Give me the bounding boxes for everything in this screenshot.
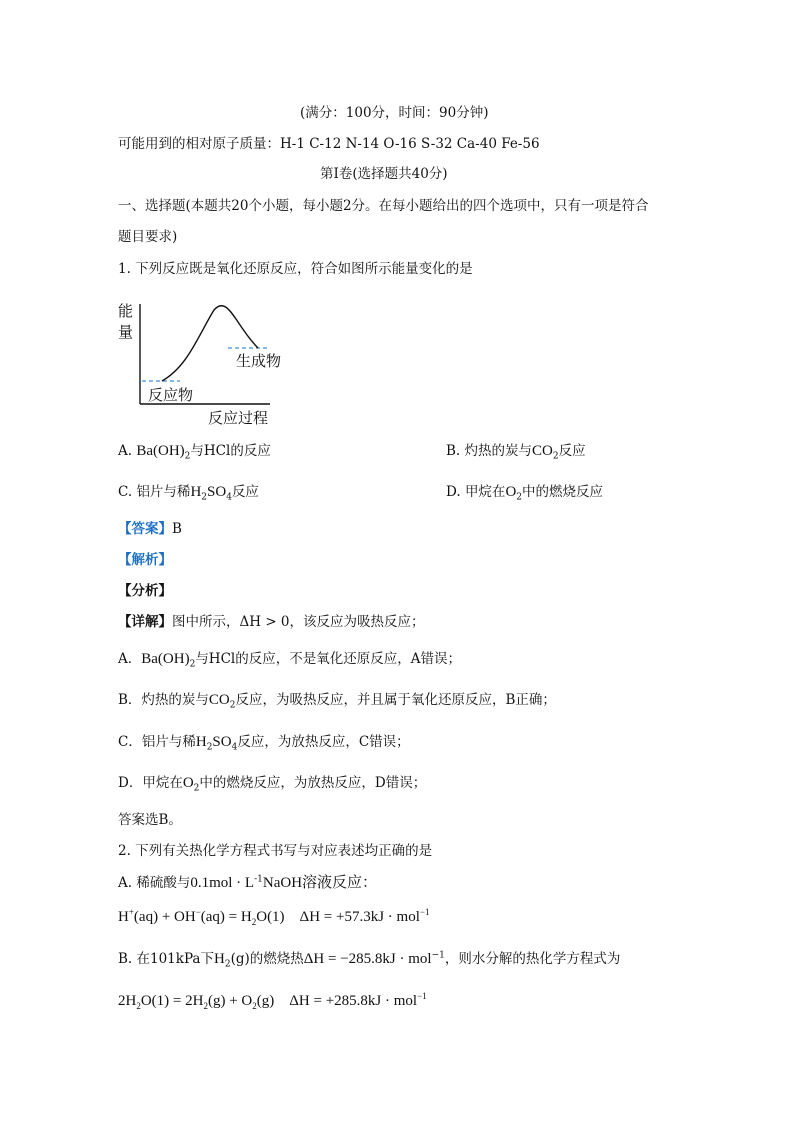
option-b-sub: 2 xyxy=(552,451,559,462)
option-d-pre: 甲烷在 xyxy=(464,484,506,500)
q1-option-a xyxy=(118,442,271,460)
option-d-sub: 2 xyxy=(516,492,523,503)
q1-stem: 1. 下列反应既是氧化还原反应，符合如图所示能量变化的是 xyxy=(118,261,473,277)
option-c-sub-1: 2 xyxy=(201,492,208,503)
explain-c-chem-h: H xyxy=(195,734,207,750)
explain-b-prefix: B．灼热的炭与 xyxy=(118,692,209,708)
answer-label: 【答案】 xyxy=(118,521,172,537)
q1-option-b xyxy=(446,442,586,460)
explain-a-prefix: A． xyxy=(118,651,142,667)
eq-b-part-4: (g) ΔH = +285.8kJ · mol xyxy=(256,993,418,1009)
q1-explain-c xyxy=(118,733,410,751)
y-label-top: 能 xyxy=(118,302,134,320)
option-c-chem-h: H xyxy=(190,484,202,500)
q2-option-b-chem: H xyxy=(213,951,225,967)
atomic-masses-line xyxy=(118,135,540,153)
explain-c-prefix: C．铝片与稀 xyxy=(118,734,196,750)
q1-explain-b xyxy=(118,691,556,709)
eq-b-part-1: 2H xyxy=(118,993,137,1009)
q2-option-a xyxy=(118,874,377,892)
q1-answer xyxy=(118,520,182,538)
option-b-prefix: B. xyxy=(446,443,461,459)
volume-title: 第Ⅰ卷(选择题共40分) xyxy=(320,166,448,182)
explain-b-sub: 2 xyxy=(229,700,236,711)
option-c-text: 反应 xyxy=(231,484,259,500)
score-time-line: (满分：100分，时间：90分钟) xyxy=(300,105,489,121)
eq-b-part-3: (g) + O xyxy=(207,993,253,1009)
option-a-chem: Ba(OH) xyxy=(136,443,185,459)
option-c-sub-2: 4 xyxy=(226,492,232,503)
q2-option-a-conc: 0.1mol · L xyxy=(190,875,255,891)
q1-option-c xyxy=(118,483,259,501)
q2-option-b xyxy=(118,950,620,968)
option-a-sub: 2 xyxy=(184,451,191,462)
eq-a-part-3: (aq) = H xyxy=(200,909,252,925)
q1-explain-d xyxy=(118,774,426,792)
explain-c-sub-1: 2 xyxy=(206,742,213,753)
q1-fenxi-label: 【分析】 xyxy=(118,583,172,599)
eq-a-sup-2: − xyxy=(195,907,201,917)
eq-a-part-1: H xyxy=(118,909,129,925)
product-label: 生成物 xyxy=(236,352,282,370)
q2-option-b-pre: B. 在101kPa下 xyxy=(118,951,214,967)
explain-c-sub-2: 4 xyxy=(231,742,238,753)
q2-option-b-sub: 2 xyxy=(224,959,231,970)
q2-stem: 2. 下列有关热化学方程式书写与对应表述均正确的是 xyxy=(118,843,433,859)
option-d-text: 中的燃烧反应 xyxy=(522,484,604,500)
eq-b-sup-4: −1 xyxy=(417,991,427,1001)
detail-label: 【详解】 xyxy=(118,614,172,630)
option-c-chem-so: SO xyxy=(207,484,227,500)
y-label-bottom: 量 xyxy=(118,323,134,341)
eq-a-sub-3: 2 xyxy=(251,917,257,927)
q1-explain-a xyxy=(118,650,461,668)
explain-a-sub: 2 xyxy=(189,659,196,670)
section-intro-line-2: 题目要求) xyxy=(118,229,178,245)
q2-option-a-pre: A. 稀硫酸与 xyxy=(118,875,191,891)
option-b-text: 反应 xyxy=(558,443,586,459)
eq-a-part-4: O(1) ΔH = +57.3kJ · mol xyxy=(256,909,420,925)
q1-analysis-label: 【解析】 xyxy=(118,552,172,568)
option-d-prefix: D. xyxy=(446,484,461,500)
explain-b-text: 反应，为吸热反应，并且属于氧化还原反应，B正确； xyxy=(235,692,556,708)
energy-diagram xyxy=(118,296,318,431)
q1-detail xyxy=(118,613,425,631)
explain-d-sub: 2 xyxy=(193,783,200,794)
eq-a-part-2: (aq) + OH xyxy=(133,909,196,925)
eq-b-sub-1: 2 xyxy=(136,1001,141,1011)
q1-option-d xyxy=(446,483,603,501)
explain-d-text: 中的燃烧反应，为放热反应，D错误； xyxy=(199,775,427,791)
option-d-chem: O xyxy=(505,484,517,500)
section-intro-line-1: 一、选择题(本题共20个小题，每小题2分。在每小题给出的四个选项中，只有一项是符合 xyxy=(118,198,649,214)
eq-b-sub-3: 2 xyxy=(252,1001,257,1011)
detail-text: 图中所示，ΔH > 0，该反应为吸热反应； xyxy=(172,614,425,630)
q2-option-a-text: NaOH溶液反应： xyxy=(262,875,378,891)
option-b-chem: CO xyxy=(532,443,553,459)
eq-a-sup-4: −1 xyxy=(419,907,430,917)
explain-c-chem-so: SO xyxy=(212,734,232,750)
atomic-masses-text: 可能用到的相对原子质量：H-1 C-12 N-14 O-16 S-32 Ca-40 Fe-56 xyxy=(118,136,540,152)
explain-d-chem: O xyxy=(182,775,194,791)
option-a-prefix: A. xyxy=(118,443,133,459)
explain-c-text: 反应，为放热反应，C错误； xyxy=(237,734,410,750)
eq-b-part-2: O(1) = 2H xyxy=(140,993,204,1009)
q2-option-a-sup: -1 xyxy=(254,874,263,885)
eq-b-sub-2: 2 xyxy=(203,1001,208,1011)
explain-a-text: 与HCl的反应，不是氧化还原反应，A错误； xyxy=(195,651,461,667)
q2-equation-b xyxy=(118,992,427,1010)
q2-option-b-mid: (g)的燃烧热 xyxy=(230,951,304,967)
option-a-text: 与HCl的反应 xyxy=(190,443,271,459)
answer-value: B xyxy=(172,521,182,537)
q2-equation-a xyxy=(118,908,429,926)
option-c-prefix: C. xyxy=(118,484,133,500)
eq-a-sup-1: + xyxy=(128,907,134,917)
q1-conclusion: 答案选B。 xyxy=(118,812,182,828)
q2-option-b-sup: −1 xyxy=(431,950,445,961)
explain-b-chem: CO xyxy=(208,692,230,708)
explain-a-chem: Ba(OH) xyxy=(141,651,190,667)
x-axis-label: 反应过程 xyxy=(208,409,269,427)
option-c-pre: 铝片与稀 xyxy=(136,484,191,500)
explain-d-prefix: D．甲烷在 xyxy=(118,775,183,791)
reactant-label: 反应物 xyxy=(148,386,194,404)
q2-option-b-text: ，则水分解的热化学方程式为 xyxy=(444,951,621,967)
q2-option-b-dh: ΔH = −285.8kJ · mol xyxy=(303,951,432,967)
option-b-pre: 灼热的炭与 xyxy=(464,443,533,459)
